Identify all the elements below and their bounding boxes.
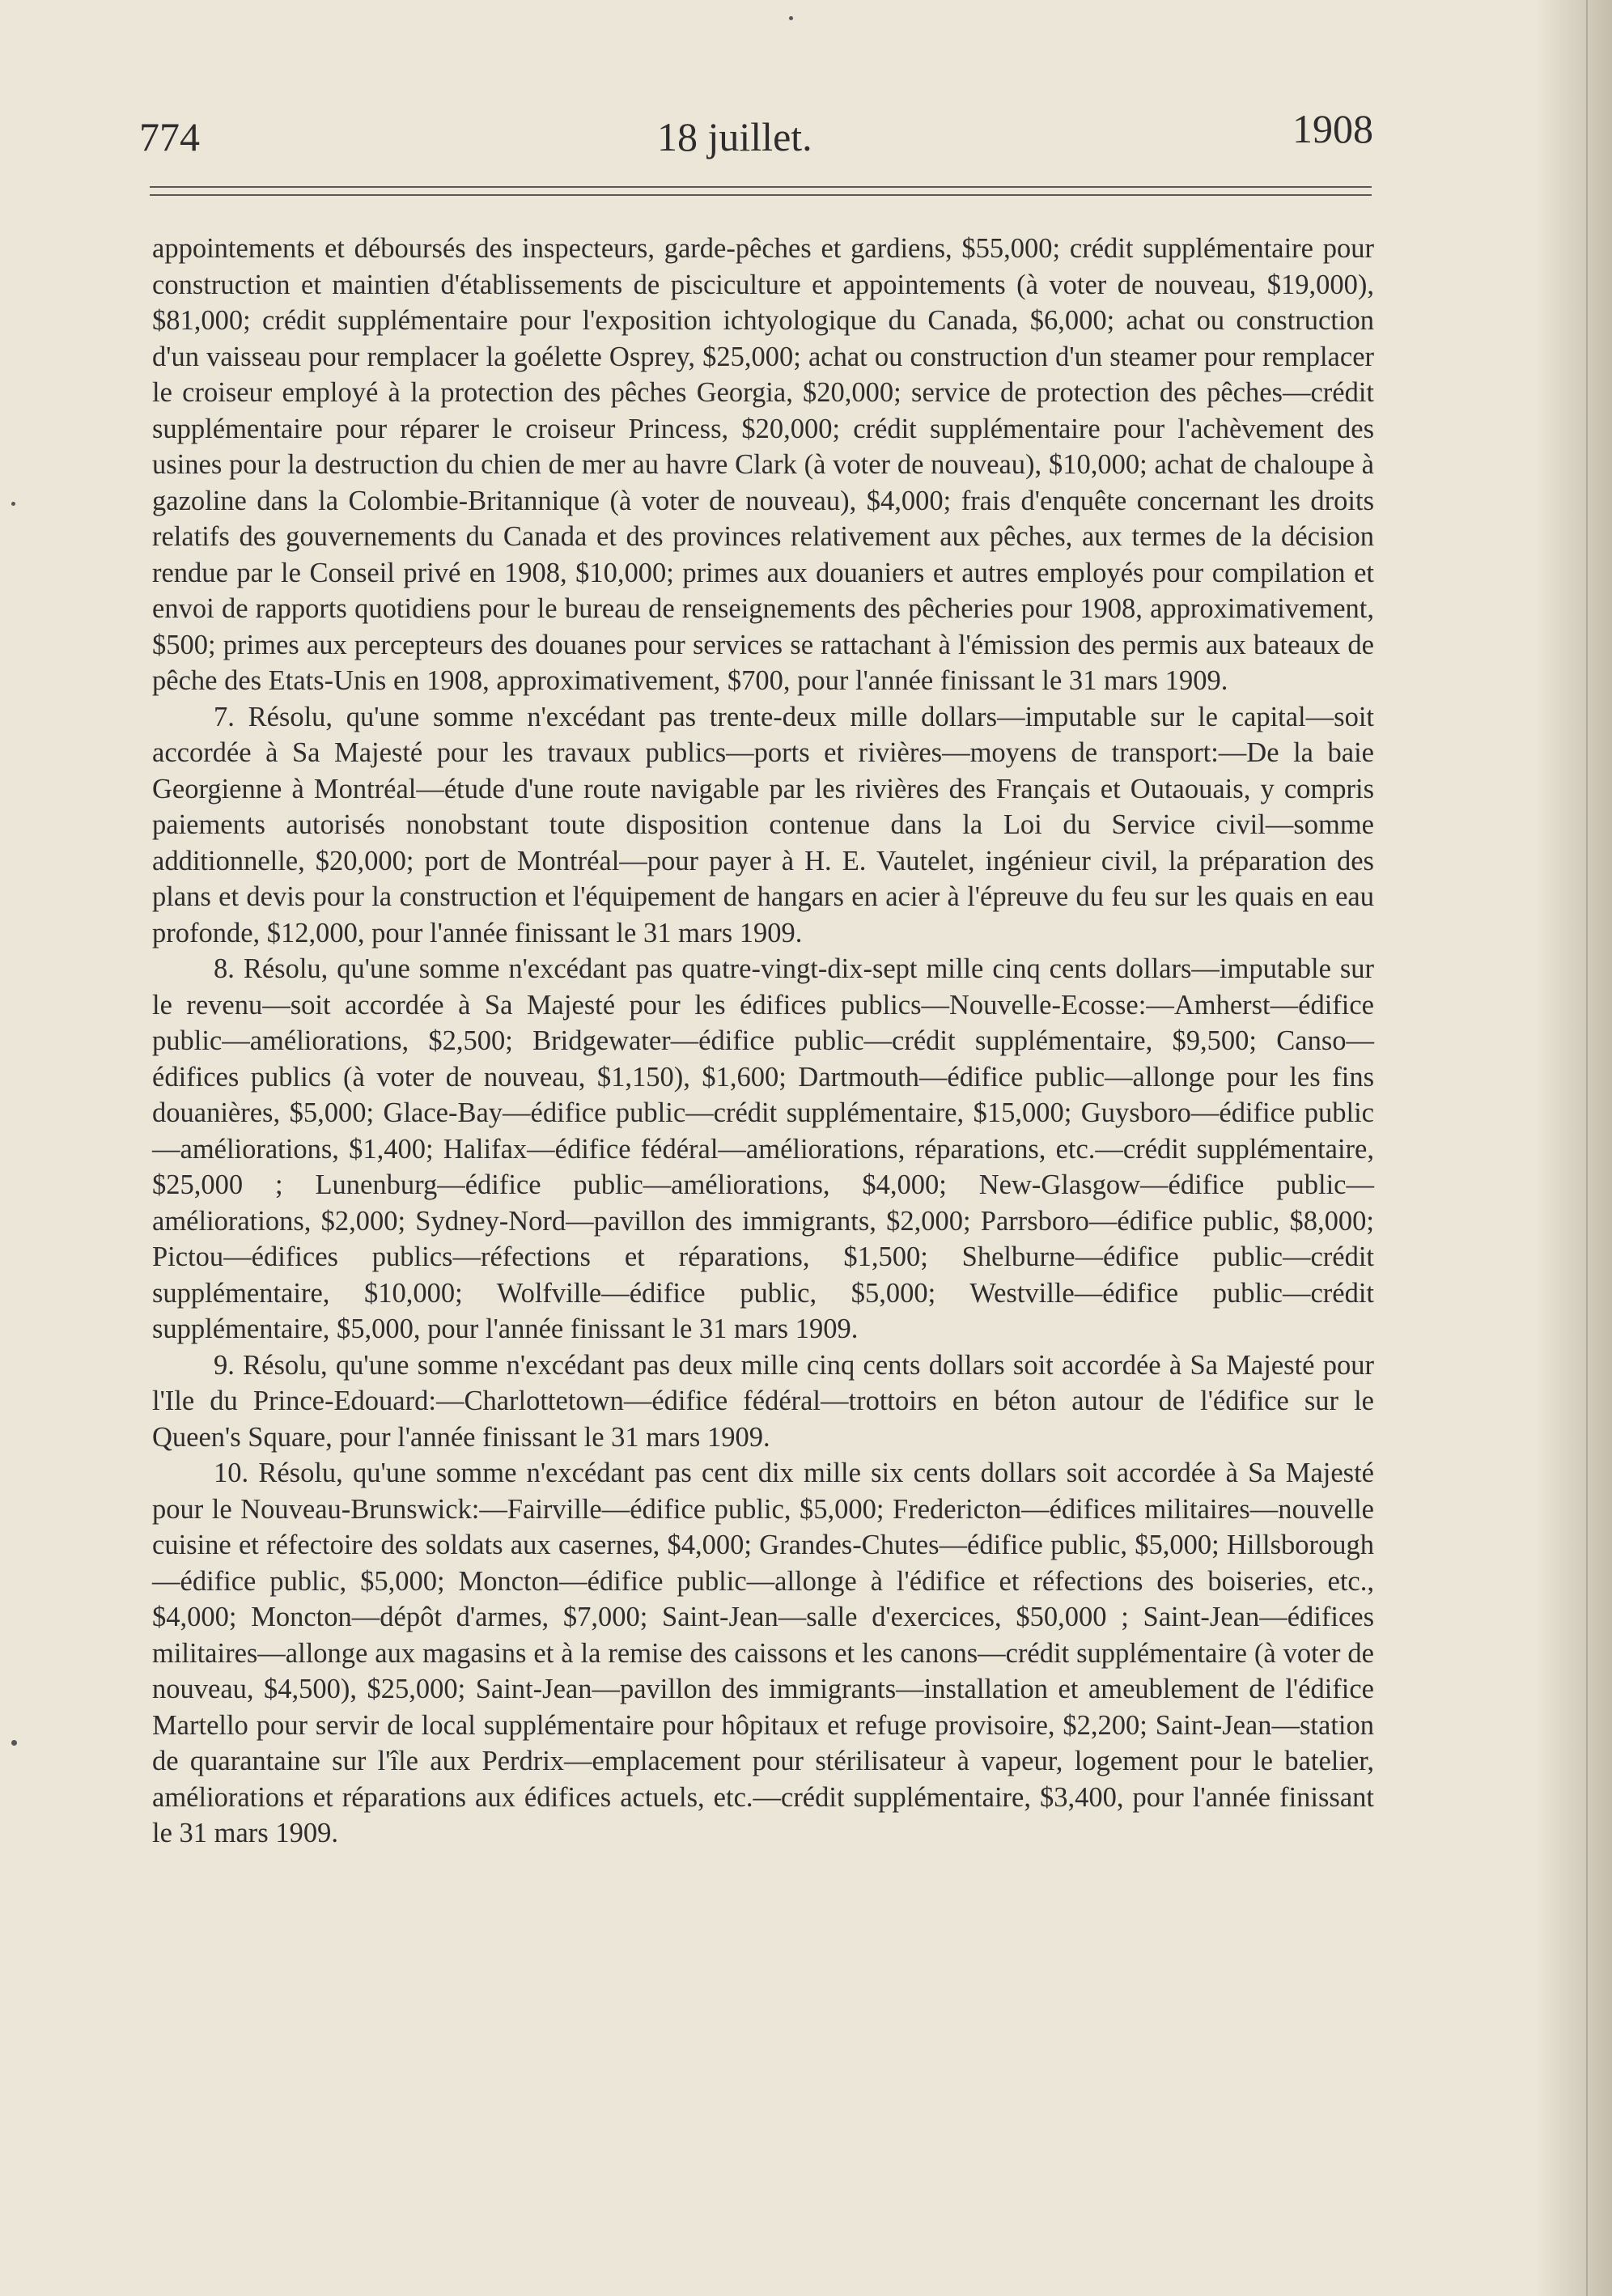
page-number: 774 bbox=[139, 114, 200, 159]
body-text bbox=[152, 231, 1374, 1852]
speck-mark bbox=[11, 1740, 17, 1746]
paragraph-continuation: appointements et déboursés des inspecteurs, garde-pêches et gardiens, $55,000; crédit supplémentaire pour construction et maintien d'établissements de pisciculture et appointements (à voter de nouveau, $19,000), $81,000; crédit supplémentaire pour l'exposition ichtyologique du Canada, $6,000; achat ou construction d'un vaisseau pour remplacer la goélette Osprey, $25,000; achat ou construction d'un steamer pour remplacer le croiseur employé à la protection des pêches Georgia, $20,000; service de protection des pêches—crédit supplémentaire pour réparer le croiseur Princess, $20,000; crédit supplémentaire pour l'achèvement des usines pour la destruction du chien de mer au havre Clark (à voter de nouveau), $10,000; achat de chaloupe à gazoline dans la Colombie-Britannique (à voter de nouveau), $4,000; frais d'enquête concernant les droits relatifs des gouvernements du Canada et des provinces relativement aux pêches, aux termes de la décision rendue par le Conseil privé en 1908, $10,000; primes aux douaniers et autres employés pour compilation et envoi de rapports quotidiens pour le bureau de renseignements des pêcheries pour 1908, approximativement, $500; primes aux percepteurs des douanes pour services se rattachant à l'émission des permis aux bateaux de pêche des Etats-Unis en 1908, approximativement, $700, pour l'année finissant le 31 mars 1909. bbox=[152, 233, 1374, 696]
resolution-7: 7. Résolu, qu'une somme n'excédant pas trente-deux mille dollars—imputable sur le capital—soit accordée à Sa Majesté pour les travaux publics—ports et rivières—moyens de transport:—De la baie Georgienne à Montréal—étude d'une route navigable par les rivières des Français et Outaouais, y compris paiements autorisés nonobstant toute disposition contenue dans la Loi du Service civil—somme additionnelle, $20,000; port de Montréal—pour payer à H. E. Vautelet, ingénieur civil, la préparation des plans et devis pour la construction et l'équipement de hangars en acier à l'épreuve du feu sur les quais en eau profonde, $12,000, pour l'année finissant le 31 mars 1909. bbox=[152, 701, 1374, 949]
page-edge-line bbox=[1586, 0, 1588, 2296]
header-rule-top bbox=[150, 186, 1372, 188]
page-header bbox=[139, 106, 1373, 170]
resolution-9: 9. Résolu, qu'une somme n'excédant pas deux mille cinq cents dollars soit accordée à Sa Majesté pour l'Ile du Prince-Edouard:—Charlottetown—édifice fédéral—trottoirs en béton autour de l'édifice sur le Queen's Square, pour l'année finissant le 31 mars 1909. bbox=[152, 1349, 1374, 1453]
resolution-8: 8. Résolu, qu'une somme n'excédant pas quatre-vingt-dix-sept mille cinq cents dollars—imputable sur le revenu—soit accordée à Sa Majesté pour les édifices publics—Nouvelle-Ecosse:—Amherst—édifice public—améliorations, $2,500; Bridgewater—édifice public—crédit supplémentaire, $9,500; Canso—édifices publics (à voter de nouveau, $1,150), $1,600; Dartmouth—édifice public—allonge pour les fins douanières, $5,000; Glace-Bay—édifice public—crédit supplémentaire, $15,000; Guysboro—édifice public—améliorations, $1,400; Halifax—édifice fédéral—améliorations, réparations, etc.—crédit supplémentaire, $25,000 ; Lunenburg—édifice public—améliorations, $4,000; New-Glasgow—édifice public—améliorations, $2,000; Sydney-Nord—pavillon des immigrants, $2,000; Parrsboro—édifice public, $8,000; Pictou—édifices publics—réfections et réparations, $1,500; Shelburne—édifice public—crédit supplémentaire, $10,000; Wolfville—édifice public, $5,000; Westville—édifice public—crédit supplémentaire, $5,000, pour l'année finissant le 31 mars 1909. bbox=[152, 953, 1374, 1344]
resolution-10: 10. Résolu, qu'une somme n'excédant pas cent dix mille six cents dollars soit accordée à Sa Majesté pour le Nouveau-Brunswick:—Fairville—édifice public, $5,000; Fredericton—édifices militaires—nouvelle cuisine et réfectoire des soldats aux casernes, $4,000; Grandes-Chutes—édifice public, $5,000; Hillsborough—édifice public, $5,000; Moncton—édifice public—allonge à l'édifice et réfections des boiseries, etc., $4,000; Moncton—dépôt d'armes, $7,000; Saint-Jean—salle d'exercices, $50,000 ; Saint-Jean—édifices militaires—allonge aux magasins et à la remise des caissons et les canons—crédit supplémentaire (à voter de nouveau, $4,500), $25,000; Saint-Jean—pavillon des immigrants—installation et ameublement de l'édifice Martello pour servir de local supplémentaire pour hôpitaux et refuge provisoire, $2,200; Saint-Jean—station de quarantaine sur l'île aux Perdrix—emplacement pour stérilisateur à vapeur, logement pour le batelier, améliorations et réparations aux édifices actuels, etc.—crédit supplémentaire, $3,400, pour l'année finissant le 31 mars 1909. bbox=[152, 1458, 1374, 1848]
header-year: 1908 bbox=[1292, 106, 1373, 151]
speck-mark bbox=[11, 502, 15, 506]
page-edge-shadow bbox=[1535, 0, 1612, 2296]
speck-mark bbox=[789, 16, 793, 20]
header-rule-bottom bbox=[150, 194, 1372, 196]
header-date: 18 juillet. bbox=[657, 114, 812, 159]
